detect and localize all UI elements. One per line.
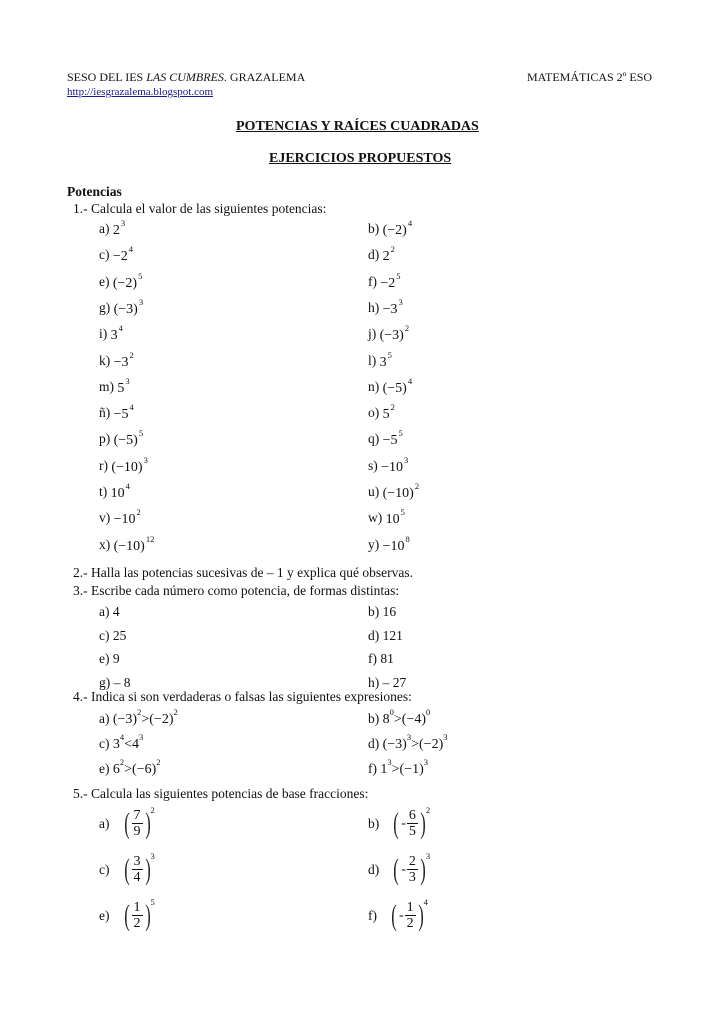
item-label: a) (99, 221, 113, 236)
item-label: d) (368, 861, 380, 877)
fraction-power (122, 804, 155, 840)
q1-item (99, 297, 144, 317)
left-exponent: 3 (406, 732, 412, 742)
left-exponent: 4 (119, 732, 125, 742)
denominator: 5 (408, 824, 416, 839)
power-base: (−2) (112, 276, 138, 291)
power-base: (−5) (113, 433, 138, 448)
power-expression (379, 323, 410, 343)
item-label: ñ) (99, 405, 114, 420)
q4-item (368, 707, 431, 728)
q1-item (368, 507, 405, 527)
power-exponent: 2 (390, 244, 395, 254)
item-label: r) (99, 458, 112, 473)
q1-item (368, 350, 392, 370)
fraction-sign: - (401, 815, 406, 831)
page-subtitle: EJERCICIOS PROPUESTOS (269, 151, 452, 166)
power-expression (382, 402, 395, 422)
item-label: g) (99, 300, 114, 315)
fraction-exponent: 3 (150, 850, 155, 861)
right-paren: ) (144, 806, 151, 840)
right-exponent: 2 (156, 757, 161, 767)
item-label: b) (368, 815, 380, 831)
power-base: −5 (382, 433, 398, 448)
header-subject: MATEMÁTICAS 2º ESO (527, 70, 653, 84)
power-base: 3 (379, 355, 387, 370)
header-blog-link[interactable]: http://iesgrazalema.blogspot.com (67, 86, 214, 98)
power-base: 10 (385, 512, 400, 527)
power-expression (113, 297, 144, 317)
q1-item (99, 402, 134, 422)
item-label: w) (368, 510, 386, 525)
power-base: −3 (113, 355, 129, 370)
left-base: 6 (112, 762, 120, 777)
q1-item (99, 481, 130, 501)
right-base: (−6) (132, 762, 157, 777)
fraction-sign: - (399, 907, 404, 923)
q1-item (99, 244, 134, 264)
item-label: t) (99, 484, 111, 499)
right-paren: ) (417, 898, 424, 932)
power-exponent: 5 (138, 271, 143, 281)
q3-item: e) 9 (99, 651, 120, 666)
q5-item (99, 896, 155, 932)
item-label: a) (99, 815, 110, 831)
q1-item (99, 428, 144, 448)
q1-item (99, 376, 130, 396)
item-label: i) (99, 326, 111, 341)
power-exponent: 4 (407, 376, 413, 386)
q1-item (368, 534, 410, 554)
power-base: −10 (382, 539, 405, 554)
power-expression (112, 271, 143, 291)
numerator: 7 (133, 808, 141, 823)
fraction (405, 900, 416, 931)
left-exponent: 2 (137, 707, 142, 717)
right-exponent: 3 (443, 732, 448, 742)
q3-item: b) 16 (368, 604, 397, 619)
fraction-power (391, 850, 431, 886)
operator: > (411, 737, 420, 752)
power-exponent: 5 (400, 507, 405, 517)
fraction (407, 854, 418, 885)
left-base: (−3) (112, 712, 138, 727)
q1-item (368, 481, 420, 501)
fraction-power (391, 804, 431, 840)
power-exponent: 4 (129, 402, 134, 412)
left-exponent: 0 (389, 707, 394, 717)
power-expression (382, 297, 403, 317)
power-expression (382, 218, 413, 238)
operator: < (124, 737, 133, 752)
power-base: −2 (112, 249, 128, 264)
power-exponent: 3 (398, 297, 403, 307)
item-label: e) (99, 274, 113, 289)
q1-item (368, 455, 409, 475)
power-expression (113, 402, 134, 422)
q1-item (368, 428, 403, 448)
item-label: b) (368, 711, 383, 726)
item-label: c) (99, 861, 110, 877)
header-school-italic: LAS CUMBRES (146, 70, 224, 84)
item-label: j) (368, 326, 380, 341)
power-exponent: 2 (404, 323, 410, 333)
power-exponent: 3 (404, 455, 409, 465)
power-expression (382, 534, 410, 554)
header-school-suffix: . GRAZALEMA (223, 70, 306, 84)
left-base: 3 (112, 737, 120, 752)
power-base: (−2) (382, 223, 407, 238)
fraction (407, 808, 418, 839)
fraction-exponent: 2 (425, 804, 431, 815)
item-label: n) (368, 379, 383, 394)
power-exponent: 3 (143, 455, 148, 465)
item-label: s) (368, 458, 382, 473)
item-label: x) (99, 537, 114, 552)
power-base: (−10) (111, 460, 143, 475)
fraction-power (122, 850, 155, 886)
power-expression (385, 507, 405, 527)
left-base: 1 (380, 762, 388, 777)
q1-item (99, 323, 123, 343)
power-expression (112, 244, 134, 264)
power-expression (113, 507, 141, 527)
item-label: f) (368, 274, 381, 289)
power-exponent: 5 (398, 428, 403, 438)
left-paren: ( (393, 806, 399, 840)
power-expression (382, 376, 413, 396)
fraction-power (389, 896, 428, 932)
header-left (67, 70, 305, 85)
item-label: q) (368, 431, 383, 446)
power-exponent: 4 (407, 218, 413, 228)
left-paren: ( (393, 852, 399, 886)
power-exponent: 4 (118, 323, 123, 333)
power-expression (382, 428, 403, 448)
item-label: y) (368, 537, 383, 552)
q1-item (368, 244, 395, 264)
right-exponent: 3 (423, 757, 429, 767)
left-base: (−3) (382, 737, 407, 752)
q1-item (368, 218, 413, 238)
item-label: h) (368, 300, 383, 315)
q3-item: c) 25 (99, 628, 127, 643)
denominator: 9 (133, 824, 141, 839)
power-expression (113, 534, 155, 554)
operator: > (391, 762, 400, 777)
question-4: 4.- Indica si son verdaderas o falsas las siguientes expresiones: (73, 689, 412, 704)
fraction-power (122, 896, 155, 932)
fraction-exponent: 2 (150, 804, 155, 815)
fraction (132, 808, 143, 839)
q5-item (368, 896, 428, 932)
q1-item (99, 350, 134, 370)
numerator: 1 (133, 900, 141, 915)
power-expression (113, 428, 144, 448)
power-base: −10 (113, 512, 136, 527)
q1-item (368, 271, 401, 291)
left-exponent: 2 (119, 757, 125, 767)
fraction-exponent: 4 (423, 896, 428, 907)
power-base: (−10) (382, 486, 414, 501)
power-expression (112, 218, 126, 238)
right-paren: ) (144, 898, 151, 932)
right-paren: ) (420, 806, 426, 840)
power-base: (−3) (379, 328, 404, 343)
power-expression (113, 350, 134, 370)
q5-item (368, 804, 431, 840)
denominator: 2 (133, 916, 141, 931)
q3-item: f) 81 (368, 651, 394, 666)
q1-item (368, 323, 410, 343)
numerator: 6 (408, 808, 416, 823)
q1-item (368, 297, 403, 317)
right-exponent: 3 (139, 732, 144, 742)
right-base: 4 (132, 737, 140, 752)
power-exponent: 5 (138, 428, 144, 438)
q1-item (368, 376, 413, 396)
power-expression (380, 271, 401, 291)
item-label: k) (99, 353, 114, 368)
item-label: d) (368, 736, 383, 751)
power-expression (381, 455, 409, 475)
left-paren: ( (391, 898, 397, 932)
power-base: 10 (110, 486, 125, 501)
power-base: −3 (382, 302, 398, 317)
q5-item (99, 804, 155, 840)
q3-item: h) – 27 (368, 675, 407, 690)
right-exponent: 0 (426, 707, 431, 717)
power-expression (382, 244, 395, 264)
right-base: (−2) (149, 712, 174, 727)
power-expression (117, 376, 130, 396)
q1-item (99, 534, 155, 554)
question-1: 1.- Calcula el valor de las siguientes potencias: (73, 201, 327, 216)
right-paren: ) (420, 852, 426, 886)
power-base: 5 (117, 381, 125, 396)
power-base: 2 (382, 249, 390, 264)
fraction-sign: - (401, 861, 406, 877)
power-base: 3 (110, 328, 118, 343)
numerator: 3 (133, 854, 141, 869)
q4-item (99, 707, 178, 728)
q1-item (99, 218, 126, 238)
left-paren: ( (123, 806, 130, 840)
item-label: c) (99, 247, 113, 262)
power-base: (−10) (113, 539, 145, 554)
power-expression (111, 455, 148, 475)
denominator: 3 (408, 870, 416, 885)
power-expression (110, 323, 123, 343)
power-exponent: 2 (414, 481, 420, 491)
question-2: 2.- Halla las potencias sucesivas de – 1 y explica qué observas. (73, 565, 414, 580)
item-label: a) (99, 711, 113, 726)
power-base: 5 (382, 407, 390, 422)
item-label: m) (99, 379, 118, 394)
right-base: (−4) (401, 712, 427, 727)
q3-item: g) – 8 (99, 675, 131, 690)
power-exponent: 5 (387, 350, 392, 360)
left-exponent: 3 (387, 757, 392, 767)
q1-item (99, 271, 143, 291)
section-heading: Potencias (67, 184, 122, 199)
q5-item (368, 850, 431, 886)
item-label: p) (99, 431, 114, 446)
numerator: 1 (406, 900, 414, 915)
power-exponent: 8 (405, 534, 410, 544)
item-label: v) (99, 510, 114, 525)
power-base: (−3) (113, 302, 138, 317)
fraction (132, 854, 143, 885)
item-label: f) (368, 761, 381, 776)
power-base: 2 (112, 223, 120, 238)
item-label: c) (99, 736, 113, 751)
q5-item (99, 850, 155, 886)
item-label: d) (368, 247, 383, 262)
item-label: l) (368, 353, 380, 368)
q4-item (368, 757, 429, 778)
q3-item: d) 121 (368, 628, 403, 643)
left-base: 8 (382, 712, 390, 727)
power-exponent: 2 (129, 350, 134, 360)
power-expression (110, 481, 130, 501)
power-base: −5 (113, 407, 129, 422)
power-exponent: 3 (138, 297, 144, 307)
power-expression (382, 481, 420, 501)
power-exponent: 3 (120, 218, 126, 228)
question-3: 3.- Escribe cada número como potencia, de formas distintas: (73, 583, 400, 598)
denominator: 4 (133, 870, 141, 885)
power-exponent: 4 (128, 244, 134, 254)
denominator: 2 (406, 916, 414, 931)
power-expression (379, 350, 392, 370)
operator: > (393, 712, 402, 727)
power-base: (−5) (382, 381, 407, 396)
power-exponent: 2 (136, 507, 141, 517)
left-paren: ( (123, 852, 130, 886)
q1-item (99, 507, 141, 527)
q1-item (368, 402, 395, 422)
item-label: u) (368, 484, 383, 499)
item-label: e) (99, 907, 110, 923)
operator: > (124, 762, 133, 777)
fraction-exponent: 5 (150, 896, 155, 907)
item-label: e) (99, 761, 113, 776)
q3-item: a) 4 (99, 604, 120, 619)
numerator: 2 (408, 854, 416, 869)
fraction-exponent: 3 (425, 850, 431, 861)
q4-item (99, 732, 144, 753)
right-exponent: 2 (173, 707, 178, 717)
power-base: −2 (380, 276, 396, 291)
power-base: −10 (381, 460, 404, 475)
q4-item (368, 732, 448, 753)
power-exponent: 12 (145, 534, 155, 544)
operator: > (141, 712, 150, 727)
right-base: (−1) (399, 762, 424, 777)
fraction (132, 900, 143, 931)
power-exponent: 2 (390, 402, 395, 412)
header-school-prefix: SESO DEL IES (67, 70, 147, 84)
q1-item (99, 455, 148, 475)
power-exponent: 3 (125, 376, 130, 386)
power-exponent: 4 (125, 481, 130, 491)
left-paren: ( (123, 898, 130, 932)
power-exponent: 5 (396, 271, 401, 281)
page-title: POTENCIAS Y RAÍCES CUADRADAS (236, 119, 479, 134)
q4-item (99, 757, 161, 778)
item-label: f) (368, 907, 377, 923)
question-5: 5.- Calcula las siguientes potencias de base fracciones: (73, 786, 369, 801)
right-paren: ) (144, 852, 151, 886)
item-label: o) (368, 405, 383, 420)
right-base: (−2) (419, 737, 444, 752)
item-label: b) (368, 221, 383, 236)
